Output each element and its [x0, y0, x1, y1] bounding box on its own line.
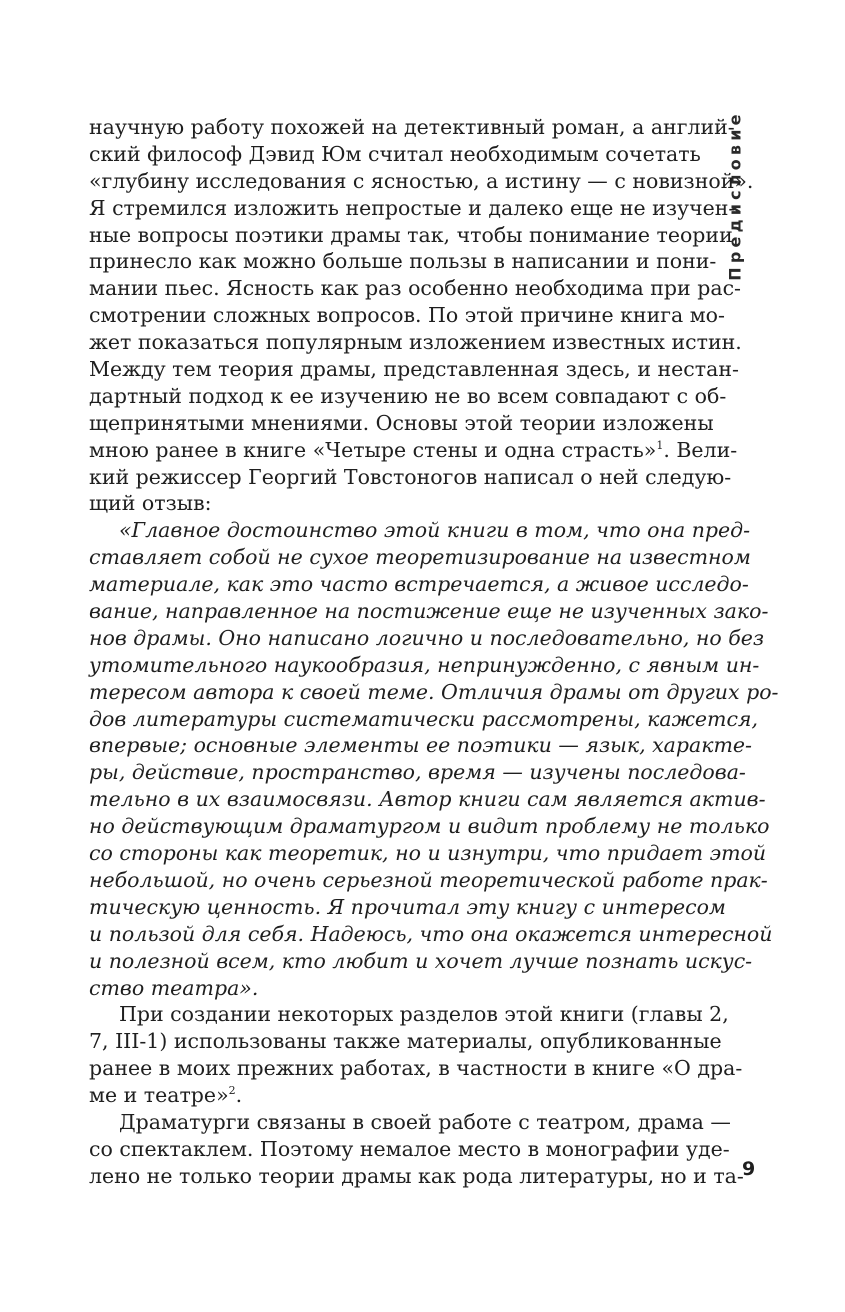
text-line: Драматурги связаны в своей работе с театром, драма — [119, 1109, 731, 1134]
text-line: утомительного наукообразия, непринужденно, с явным ин- [89, 652, 760, 677]
text-line: но действующим драматургом и видит проблему не только [89, 814, 770, 839]
text-line: дов литературы систематически рассмотрены, кажется, [89, 706, 759, 731]
text-line: научную работу похожей на детективный роман, а англий- [89, 115, 735, 139]
quote-paragraph [89, 517, 779, 1001]
text-line: со спектаклем. Поэтому немалое место в монографии уде- [89, 1136, 730, 1161]
text-line [89, 437, 738, 464]
text-line: впервые; основные элементы ее поэтики — язык, характе- [89, 733, 752, 758]
text-line: жет показаться популярным изложением известных истин. [89, 330, 742, 355]
text-line: ранее в моих прежних работах, в частности в книге «О дра- [89, 1056, 743, 1081]
paragraph-4 [89, 1109, 744, 1190]
text-line: и пользой для себя. Надеюсь, что она окажется интересной [89, 921, 773, 946]
text-line: щий отзыв: [89, 491, 212, 516]
paragraph-3 [89, 1001, 743, 1109]
text-line: При создании некоторых разделов этой книги (главы 2, [119, 1002, 729, 1027]
text-line: тельно в их взаимосвязи. Автор книги сам является актив- [89, 787, 766, 812]
text-line: «Главное достоинство этой книги в том, что она пред- [119, 518, 751, 543]
running-head-text: Предисловие [725, 109, 745, 281]
text-segment: ме и театре» [89, 1083, 229, 1108]
text-line: смотрении сложных вопросов. По этой причине книга мо- [89, 303, 725, 328]
text-line: 7, III-1) использованы также материалы, опубликованные [89, 1029, 722, 1054]
text-line: тересом автора к своей теме. Отличия драмы от других ро- [89, 679, 779, 704]
text-line: ский философ Дэвид Юм считал необходимым сочетать [89, 141, 701, 166]
footnote-ref-2: 2 [228, 1084, 236, 1098]
text-line: тическую ценность. Я прочитал эту книгу с интересом [89, 894, 726, 919]
text-line: ры, действие, пространство, время — изучены последова- [89, 760, 746, 785]
text-line: принесло как можно больше пользы в написании и пони- [89, 249, 717, 274]
footnote-ref-1: 1 [656, 438, 664, 452]
text-line: щепринятыми мнениями. Основы этой теории изложены [89, 410, 714, 435]
text-line: ство театра». [89, 975, 259, 1000]
text-segment: . [235, 1083, 243, 1108]
text-line: Я стремился изложить непростые и далеко еще не изучен- [89, 195, 736, 220]
text-line: мании пьес. Ясность как раз особенно необходима при рас- [89, 276, 741, 301]
page-number: 9 [742, 1158, 756, 1180]
text-line: Между тем теория драмы, представленная здесь, и нестан- [89, 357, 739, 382]
text-segment: мною ранее в книге «Четыре стены и одна страсть» [89, 437, 657, 462]
text-line: лено не только теории драмы как рода литературы, но и та- [89, 1163, 744, 1188]
text-line: ставляет собой не сухое теоретизирование на известном [89, 545, 751, 570]
text-line: ные вопросы поэтики драмы так, чтобы понимание теории [89, 222, 733, 247]
text-line: «глубину исследования с ясностью, а истину — с новизной». [89, 168, 754, 193]
text-line: небольшой, но очень серьезной теоретической работе прак- [89, 867, 768, 892]
text-line [89, 1082, 685, 1109]
text-line: вание, направленное на постижение еще не изученных зако- [89, 599, 769, 624]
text-line: и полезной всем, кто любит и хочет лучше познать искус- [89, 948, 753, 973]
text-line: кий режиссер Георгий Товстоногов написал о ней следую- [89, 464, 732, 489]
text-line: со стороны как теоретик, но и изнутри, что придает этой [89, 841, 767, 866]
text-line: нов драмы. Оно написано логично и последовательно, но без [89, 625, 765, 650]
text-segment: . Вели- [663, 437, 738, 462]
text-line: дартный подход к ее изучению не во всем совпадают с об- [89, 383, 727, 408]
text-line: материале, как это часто встречается, а живое исследо- [89, 572, 749, 597]
